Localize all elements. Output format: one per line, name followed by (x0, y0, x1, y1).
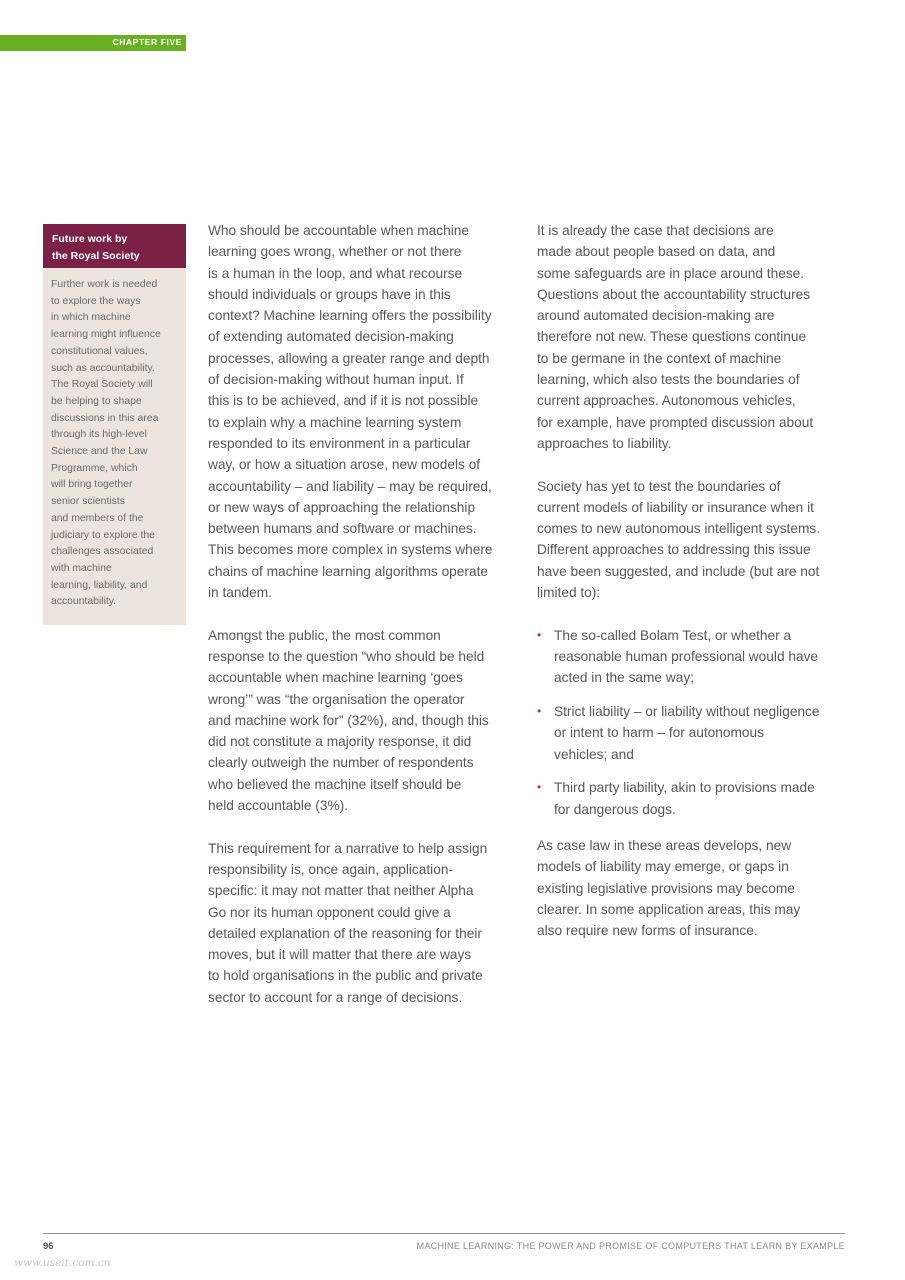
text-line: some safeguards are in place around these. (537, 265, 805, 281)
sidebar-title (43, 224, 186, 268)
text-line: comes to new autonomous intelligent systems. (537, 521, 821, 537)
text-line: As case law in these areas develops, new (537, 838, 792, 854)
text-line: Further work is needed (51, 279, 158, 290)
text-line: therefore not new. These questions continue (537, 329, 807, 345)
text-line: response to the question “who should be held (208, 648, 485, 664)
text-line: The so-called Bolam Test, or whether a (554, 627, 792, 643)
text-line: Third party liability, akin to provisions made (554, 780, 815, 796)
text-line: This requirement for a narrative to help assign (208, 840, 488, 856)
text-line: to explain why a machine learning system (208, 414, 462, 430)
text-line: in tandem. (208, 585, 272, 601)
text-line: with machine (51, 562, 112, 574)
text-line: accountable when machine learning ‘goes (208, 670, 463, 686)
text-line: accountability. (51, 596, 117, 608)
bullet-icon: • (537, 780, 542, 795)
text-line: models of liability may emerge, or gaps in (537, 859, 789, 875)
text-line: It is already the case that decisions are (537, 223, 774, 238)
text-line: approaches to liability. (537, 435, 672, 451)
bullet-item (537, 625, 857, 689)
footer-rule (43, 1233, 845, 1234)
left-column (208, 220, 526, 1029)
text-line: responsibility is, once again, application- (208, 861, 453, 877)
text-line: sector to account for a range of decisions. (208, 989, 463, 1005)
text-line: processes, allowing a greater range and depth (208, 350, 490, 366)
text-line: existing legislative provisions may become (537, 880, 795, 896)
text-line: who believed the machine itself should be (208, 776, 462, 792)
text-line: for example, have prompted discussion about (537, 414, 814, 430)
text-line: Programme, which (51, 462, 138, 474)
text-line: Questions about the accountability structures (537, 286, 811, 302)
text-line: clearly outweigh the number of respondents (208, 755, 474, 771)
text-line: between humans and software or machines. (208, 521, 477, 537)
chapter-label: CHAPTER FIVE (112, 37, 182, 47)
text-line: learning might influence (51, 329, 161, 341)
text-line: to explore the ways (51, 295, 141, 307)
text-line: be helping to shape (51, 395, 142, 407)
text-line: learning, which also tests the boundaries of (537, 372, 800, 388)
text-line: and members of the (51, 512, 144, 524)
text-line: This becomes more complex in systems where (208, 542, 493, 558)
text-line: Science and the Law (51, 446, 148, 458)
paragraph (537, 476, 857, 604)
text-line: and machine work for” (32%), and, though this (208, 712, 489, 728)
text-line: Go nor its human opponent could give a (208, 904, 451, 920)
text-line: acted in the same way; (554, 670, 694, 686)
text-line: also require new forms of insurance. (537, 923, 758, 939)
paragraph (537, 220, 857, 454)
text-line: made about people based on data, and (537, 244, 776, 260)
text-line: vehicles; and (554, 746, 634, 762)
chapter-tab (0, 35, 186, 51)
text-line: or intent to harm – for autonomous (554, 725, 764, 741)
text-line: around automated decision-making are (537, 308, 775, 324)
bullet-icon: • (537, 704, 542, 719)
text-line: such as accountability. (51, 362, 155, 374)
text-line: current approaches. Autonomous vehicles, (537, 393, 796, 409)
watermark: www.useit.com.cn (14, 1257, 111, 1269)
text-line: learning goes wrong, whether or not there (208, 244, 462, 260)
text-line: chains of machine learning algorithms operate (208, 563, 488, 579)
text-line: Strict liability – or liability without negligence (554, 704, 820, 720)
sidebar-title-line: the Royal Society (52, 249, 140, 262)
running-title: MACHINE LEARNING: THE POWER AND PROMISE OF COMPUTERS THAT LEARN BY EXAMPLE (416, 1241, 845, 1251)
text-line: context? Machine learning offers the possibility (208, 308, 492, 324)
text-line: to hold organisations in the public and private (208, 968, 483, 984)
paragraph (537, 835, 857, 941)
text-line: specific: it may not matter that neither Alpha (208, 883, 474, 899)
text-line: detailed explanation of the reasoning for their (208, 925, 482, 941)
text-line: will bring together (51, 479, 133, 491)
sidebar-body (43, 268, 186, 611)
text-line: limited to): (537, 585, 601, 601)
text-line: have been suggested, and include (but are not (537, 563, 820, 579)
bullet-list (537, 625, 857, 820)
text-line: constitutional values, (51, 345, 148, 357)
text-line: challenges associated (51, 546, 154, 558)
text-line: to be germane in the context of machine (537, 350, 782, 366)
text-line: reasonable human professional would have (554, 648, 819, 664)
paragraph (208, 220, 526, 603)
paragraph (208, 838, 526, 1008)
text-line: responded to its environment in a particular (208, 435, 471, 451)
text-line: clearer. In some application areas, this may (537, 901, 801, 917)
text-line: Society has yet to test the boundaries of (537, 478, 781, 494)
text-line: this is to be achieved, and if it is not possible (208, 393, 479, 409)
text-line: way, or how a situation arose, new models of (208, 457, 481, 473)
text-line: learning, liability, and (51, 579, 148, 591)
text-line: is a human in the loop, and what recourse (208, 265, 463, 281)
text-line: accountability – and liability – may be required, (208, 478, 492, 494)
text-line: did not constitute a majority response, it did (208, 734, 472, 750)
text-line: Who should be accountable when machine (208, 223, 469, 238)
bullet-item (537, 701, 857, 765)
text-line: current models of liability or insurance when it (537, 499, 814, 515)
text-line: Amongst the public, the most common (208, 627, 441, 643)
text-line: held accountable (3%). (208, 798, 349, 814)
text-line: wrong’” was “the organisation the operator (208, 691, 465, 707)
text-line: Different approaches to addressing this issue (537, 542, 811, 558)
page-number: 96 (43, 1241, 54, 1252)
text-line: for dangerous dogs. (554, 801, 676, 817)
sidebar-title-line: Future work by (52, 233, 128, 245)
text-line: discussions in this area (51, 412, 159, 424)
text-line: senior scientists (51, 496, 125, 508)
bullet-item (537, 777, 857, 820)
text-line: The Royal Society will (51, 379, 153, 391)
text-line: through its high-level (51, 429, 147, 441)
text-line: of decision-making without human input. If (208, 372, 464, 388)
sidebar-box (43, 224, 186, 625)
bullet-icon: • (537, 627, 542, 642)
text-line: in which machine (51, 312, 131, 324)
paragraph (208, 625, 526, 817)
text-line: or new ways of approaching the relationship (208, 499, 476, 515)
text-line: moves, but it will matter that there are ways (208, 947, 472, 963)
text-line: judiciary to explore the (51, 529, 155, 541)
text-line: should individuals or groups have in this (208, 286, 451, 302)
right-column (537, 220, 857, 963)
text-line: of extending automated decision-making (208, 329, 454, 345)
